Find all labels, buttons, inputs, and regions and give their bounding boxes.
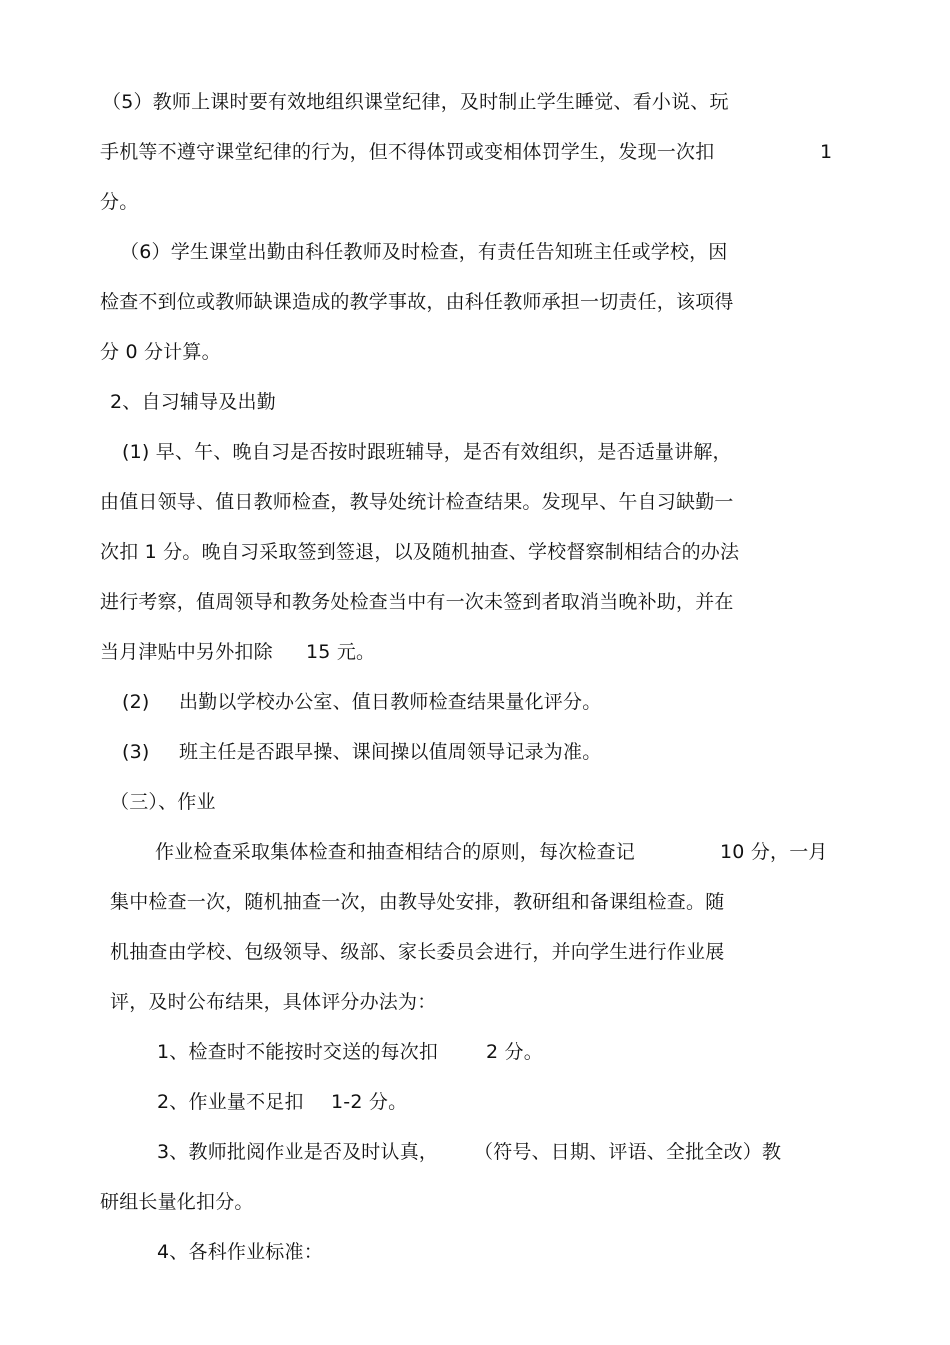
paragraph-line: 次扣 1 分。晚自习采取签到签退，以及随机抽查、学校督察制相结合的办法 bbox=[100, 541, 740, 563]
list-item: 1、检查时不能按时交送的每次扣 bbox=[157, 1041, 439, 1063]
paragraph-line: 分。 bbox=[100, 191, 139, 213]
list-item: 2 分。 bbox=[486, 1041, 543, 1063]
paragraph-line: 15 元。 bbox=[306, 641, 376, 663]
paragraph-line: 班主任是否跟早操、课间操以值周领导记录为准。 bbox=[179, 741, 602, 763]
paragraph-line: （5）教师上课时要有效地组织课堂纪律，及时制止学生睡觉、看小说、玩 bbox=[102, 91, 729, 113]
paragraph-line: 手机等不遵守课堂纪律的行为，但不得体罚或变相体罚学生，发现一次扣 bbox=[100, 141, 715, 163]
list-item: 2、作业量不足扣 bbox=[157, 1091, 304, 1113]
paragraph-line: 出勤以学校办公室、值日教师检查结果量化评分。 bbox=[179, 691, 602, 713]
section-heading: 2、自习辅导及出勤 bbox=[110, 391, 276, 413]
paragraph-line: 由值日领导、值日教师检查，教导处统计检查结果。发现早、午自习缺勤一 bbox=[100, 491, 734, 513]
list-item: 1-2 分。 bbox=[331, 1091, 408, 1113]
paragraph-line: （6）学生课堂出勤由科任教师及时检查，有责任告知班主任或学校，因 bbox=[120, 241, 728, 263]
list-item: 4、各科作业标准： bbox=[157, 1241, 323, 1263]
paragraph-line: 当月津贴中另外扣除 bbox=[100, 641, 273, 663]
list-item: （符号、日期、评语、全批全改）教 bbox=[474, 1141, 782, 1163]
paragraph-line: 1 bbox=[820, 141, 833, 163]
list-item: 3、教师批阅作业是否及时认真， bbox=[157, 1141, 439, 1163]
paragraph-line: 分 0 分计算。 bbox=[100, 341, 221, 363]
paragraph-line: 评，及时公布结果，具体评分办法为： bbox=[110, 991, 437, 1013]
paragraph-line: 研组长量化扣分。 bbox=[100, 1191, 254, 1213]
paragraph-line: 10 分，一月 bbox=[720, 841, 828, 863]
paragraph-line: 集中检查一次，随机抽查一次，由教导处安排，教研组和备课组检查。随 bbox=[110, 891, 725, 913]
list-number: (3) bbox=[122, 741, 150, 763]
paragraph-line: 进行考察，值周领导和教务处检查当中有一次未签到者取消当晚补助，并在 bbox=[100, 591, 734, 613]
list-number: (2) bbox=[122, 691, 150, 713]
paragraph-line: 检查不到位或教师缺课造成的教学事故，由科任教师承担一切责任，该项得 bbox=[100, 291, 734, 313]
section-heading: （三）、作业 bbox=[110, 791, 216, 813]
paragraph-line: 作业检查采取集体检查和抽查相结合的原则，每次检查记 bbox=[155, 841, 636, 863]
paragraph-line: (1) 早、午、晚自习是否按时跟班辅导，是否有效组织，是否适量讲解， bbox=[122, 441, 732, 463]
paragraph-line: 机抽查由学校、包级领导、级部、家长委员会进行，并向学生进行作业展 bbox=[110, 941, 725, 963]
